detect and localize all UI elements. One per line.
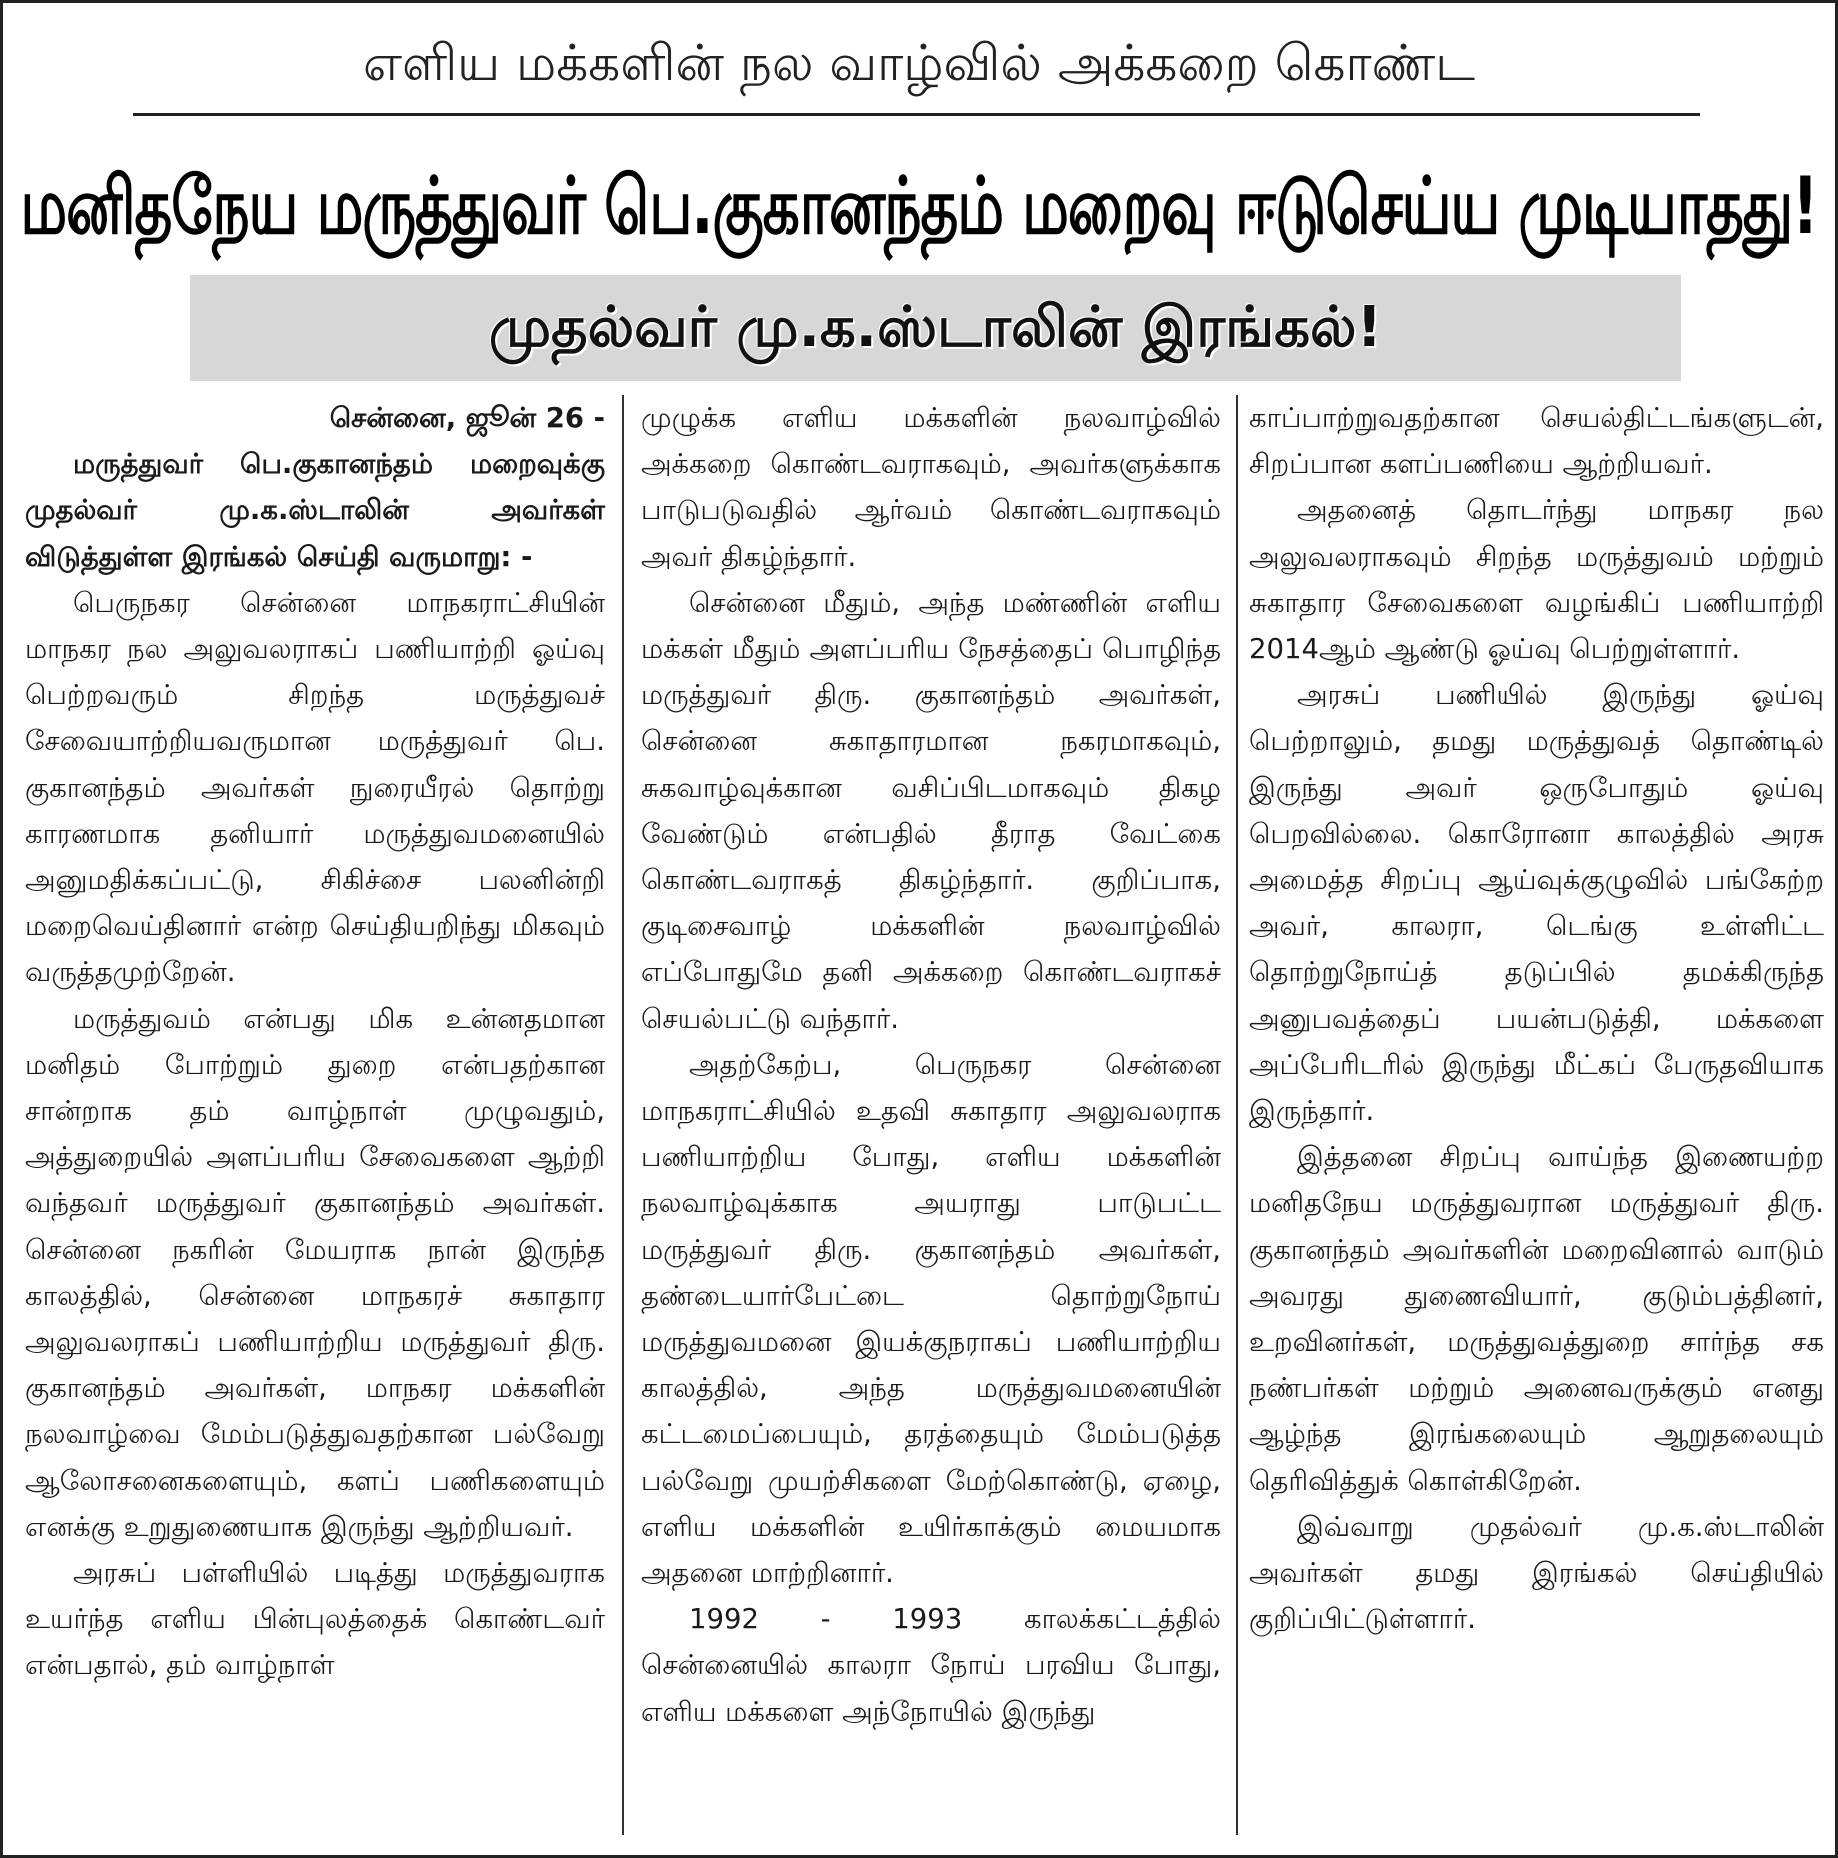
article-column-2 — [641, 395, 1221, 1843]
body-paragraph: முழுக்க எளிய மக்களின் நலவாழ்வில் அக்கறை கொண்டவராகவும், அவர்களுக்காக பாடுபடுவதில் ஆர்வம் கொண்டவராகவும் அவர் திகழ்ந்தார். — [641, 402, 1221, 573]
body-paragraph: இவ்வாறு முதல்வர் மு.க.ஸ்டாலின் அவர்கள் தமது இரங்கல் செய்தியில் குறிப்பிட்டுள்ளார். — [1249, 1510, 1824, 1636]
body-paragraph: பெருநகர சென்னை மாநகராட்சியின் மாநகர நல அலுவலராகப் பணியாற்றி ஓய்வு பெற்றவரும் சிறந்த மருத்துவச் சேவையாற்றியவருமான மருத்துவர் பெ. குகானந்தம் அவர்கள் நுரையீரல் தொற்று காரணமாக தனியார் மருத்துவமனையில் அனுமதிக்கப்பட்டு, சிகிச்சை பலனின்றி மறைவெய்தினார் என்ற செய்தியறிந்து மிகவும் வருத்தமுற்றேன். — [25, 586, 605, 989]
body-paragraph: சென்னை மீதும், அந்த மண்ணின் எளிய மக்கள் மீதும் அளப்பரிய நேசத்தைப் பொழிந்த மருத்துவர் திரு. குகானந்தம் அவர்கள், சென்னை சுகாதாரமான நகரமாகவும், சுகவாழ்வுக்கான வசிப்பிடமாகவும் திகழ வேண்டும் என்பதில் தீராத வேட்கை கொண்டவராகத் திகழ்ந்தார். குறிப்பாக, குடிசைவாழ் மக்களின் நலவாழ்வில் எப்போதுமே தனி அக்கறை கொண்டவராகச் செயல்பட்டு வந்தார். — [641, 586, 1221, 1035]
body-paragraph: 1992 - 1993 காலக்கட்டத்தில் சென்னையில் காலரா நோய் பரவிய போது, எளிய மக்களை அந்நோயில் இருந்து — [641, 1603, 1221, 1728]
body-paragraph: அதனைத் தொடர்ந்து மாநகர நல அலுவலராகவும் சிறந்த மருத்துவம் மற்றும் சுகாதார சேவைகளை வழங்கிப் பணியாற்றி 2014ஆம் ஆண்டு ஓய்வு பெற்றுள்ளார். — [1249, 494, 1824, 666]
article-column-3 — [1249, 395, 1824, 1843]
body-paragraph: காப்பாற்றுவதற்கான செயல்திட்டங்களுடன், சிறப்பான களப்பணியை ஆற்றியவர். — [1249, 402, 1824, 481]
column-divider — [622, 395, 624, 1835]
body-paragraph: அரசுப் பணியில் இருந்து ஓய்வு பெற்றாலும், தமது மருத்துவத் தொண்டில் இருந்து அவர் ஒருபோதும் ஓய்வு பெறவில்லை. கொரோனா காலத்தில் அரசு அமைத்த சிறப்பு ஆய்வுக்குழுவில் பங்கேற்ற அவர், காலரா, டெங்கு உள்ளிட்ட தொற்றுநோய்த் தடுப்பில் தமக்கிருந்த அனுபவத்தைப் பயன்படுத்தி, மக்களை அப்பேரிடரில் இருந்து மீட்கப் பேருதவியாக இருந்தார். — [1249, 679, 1824, 1128]
kicker-line: எளிய மக்களின் நல வாழ்வில் அக்கறை கொண்ட — [362, 34, 1476, 92]
headline: மனிதநேய மருத்துவர் பெ.குகானந்தம் மறைவு ஈடுசெய்ய முடியாதது! — [20, 160, 1818, 252]
body-paragraph: மருத்துவம் என்பது மிக உன்னதமான மனிதம் போற்றும் துறை என்பதற்கான சான்றாக தம் வாழ்நாள் முழுவதும், அத்துறையில் அளப்பரிய சேவைகளை ஆற்றி வந்தவர் மருத்துவர் குகானந்தம் அவர்கள். சென்னை நகரின் மேயராக நான் இருந்த காலத்தில், சென்னை மாநகரச் சுகாதார அலுவலராகப் பணியாற்றிய மருத்துவர் திரு. குகானந்தம் அவர்கள், மாநகர மக்களின் நலவாழ்வை மேம்படுத்துவதற்கான பல்வேறு ஆலோசனைகளையும், களப் பணிகளையும் எனக்கு உறுதுணையாக இருந்து ஆற்றியவர். — [25, 1002, 605, 1543]
article-column-1 — [25, 395, 605, 1843]
lede-paragraph: மருத்துவர் பெ.குகானந்தம் மறைவுக்கு முதல்வர் மு.க.ஸ்டாலின் அவர்கள் விடுத்துள்ள இரங்கல் செய்தி வருமாறு: - — [25, 448, 605, 573]
dateline: சென்னை, ஜூன் 26 - — [329, 402, 605, 434]
column-divider — [1236, 395, 1238, 1835]
body-paragraph: அதற்கேற்ப, பெருநகர சென்னை மாநகராட்சியில் உதவி சுகாதார அலுவலராக பணியாற்றிய போது, எளிய மக்களின் நலவாழ்வுக்காக அயராது பாடுபட்ட மருத்துவர் திரு. குகானந்தம் அவர்கள், தண்டையார்பேட்டை தொற்றுநோய் மருத்துவமனை இயக்குநராகப் பணியாற்றிய காலத்தில், அந்த மருத்துவமனையின் கட்டமைப்பையும், தரத்தையும் மேம்படுத்த பல்வேறு முயற்சிகளை மேற்கொண்டு, ஏழை, எளிய மக்களின் உயிர்காக்கும் மையமாக அதனை மாற்றினார். — [641, 1048, 1221, 1590]
subhead: முதல்வர் மு.க.ஸ்டாலின் இரங்கல்! — [488, 295, 1383, 360]
subhead-banner — [190, 275, 1681, 381]
body-paragraph: அரசுப் பள்ளியில் படித்து மருத்துவராக உயர்ந்த எளிய பின்புலத்தைக் கொண்டவர் என்பதால், தம் வாழ்நாள் — [25, 1557, 605, 1682]
body-paragraph: இத்தனை சிறப்பு வாய்ந்த இணையற்ற மனிதநேய மருத்துவரான மருத்துவர் திரு. குகானந்தம் அவர்களின் மறைவினால் வாடும் அவரது துணைவியார், குடும்பத்தினர், உறவினர்கள், மருத்துவத்துறை சார்ந்த சக நண்பர்கள் மற்றும் அனைவருக்கும் எனது ஆழ்ந்த இரங்கலையும் ஆறுதலையும் தெரிவித்துக் கொள்கிறேன். — [1249, 1141, 1824, 1497]
